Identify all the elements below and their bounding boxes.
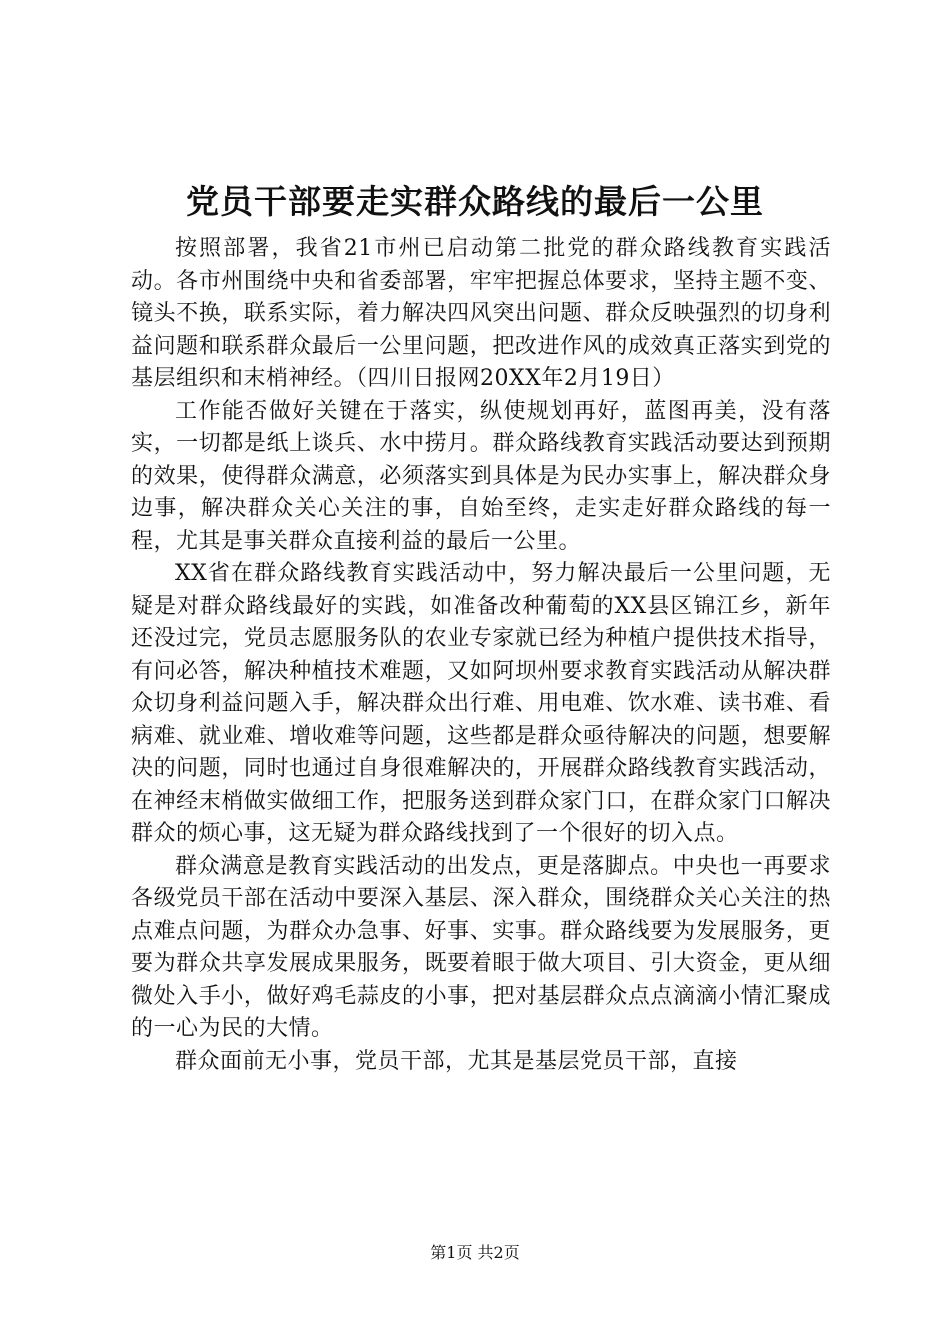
- paragraph-3: XX省在群众路线教育实践活动中，努力解决最后一公里问题，无疑是对群众路线最好的实践，如准备改种葡萄的XX县区锦江乡，新年还没过完，党员志愿服务队的农业专家就已经为种植户提供技术指导，有问必答，解决种植技术难题，又如阿坝州要求教育实践活动从解决群众切身利益问题入手，解决群众出行难、用电难、饮水难、读书难、看病难、就业难、增收难等问题，这些都是群众亟待解决的问题，想要解决的问题，同时也通过自身很难解决的，开展群众路线教育实践活动，在神经末梢做实做细工作，把服务送到群众家门口，在群众家门口解决群众的烦心事，这无疑为群众路线找到了一个很好的切入点。: [131, 561, 831, 846]
- paragraph-4: 群众满意是教育实践活动的出发点，更是落脚点。中央也一再要求各级党员干部在活动中要深入基层、深入群众，围绕群众关心关注的热点难点问题，为群众办急事、好事、实事。群众路线要为发展服务，更要为群众共享发展成果服务，既要着眼于做大项目、引大资金，更从细微处入手小，做好鸡毛蒜皮的小事，把对基层群众点点滴滴小情汇聚成的一心为民的大情。: [131, 853, 831, 1041]
- paragraph-5: 群众面前无小事，党员干部，尤其是基层党员干部，直接: [175, 1048, 738, 1074]
- document-title: 党员干部要走实群众路线的最后一公里: [186, 182, 764, 221]
- paragraph-2: 工作能否做好关键在于落实，纵使规划再好，蓝图再美，没有落实，一切都是纸上谈兵、水中捞月。群众路线教育实践活动要达到预期的效果，使得群众满意，必须落实到具体是为民办实事上，解决群众身边事，解决群众关心关注的事，自始至终，走实走好群众路线的每一程，尤其是事关群众直接利益的最后一公里。: [131, 398, 831, 554]
- paragraph-1: 按照部署，我省21市州已启动第二批党的群众路线教育实践活动。各市州围绕中央和省委部署，牢牢把握总体要求，坚持主题不变、镜头不换，联系实际，着力解决四风突出问题、群众反映强烈的切身利益问题和联系群众最后一公里问题，把改进作风的成效真正落实到党的基层组织和末梢神经。（四川日报网20XX年2月19日）: [131, 236, 831, 391]
- page-number: 第1页 共2页: [430, 1243, 520, 1262]
- document-body: [131, 233, 831, 1078]
